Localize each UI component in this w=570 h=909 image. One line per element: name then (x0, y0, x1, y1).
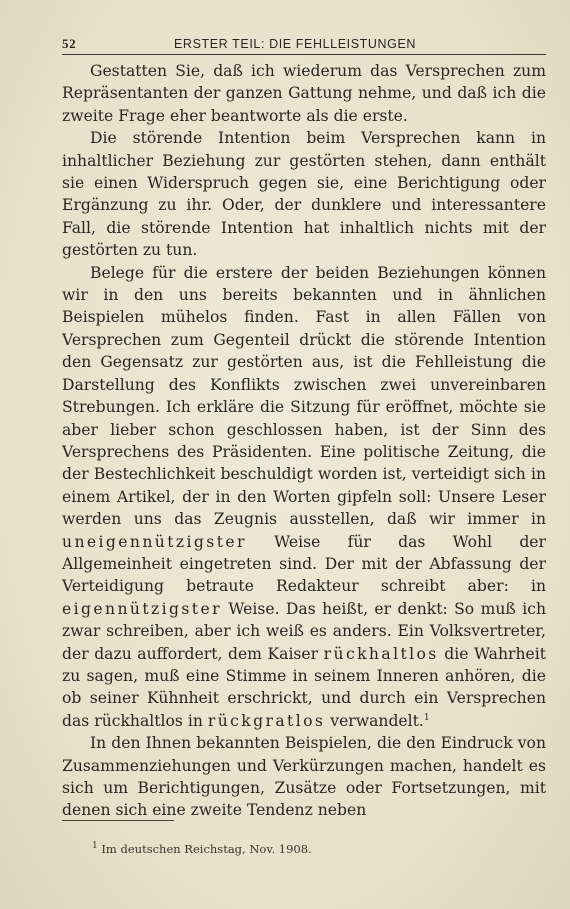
body-text (62, 60, 546, 822)
text-run: Gestatten Sie, daß ich wiederum das Versprechen zum Repräsentanten der ganzen Gattung nehme, und daß ich die zweite Frage eher beantworte als die erste. (62, 62, 546, 125)
paragraph (62, 262, 546, 733)
footnote-rule (62, 820, 174, 821)
running-title: ERSTER TEIL: DIE FEHLLEISTUNGEN (174, 37, 417, 51)
text-run: Weise. Das heißt, er denkt: So muß ich zwar schreiben, aber ich weiß es anders. Ein Volksvertreter, der dazu auffordert, dem Kaiser (62, 599, 546, 663)
text-run: Die störende Intention beim Versprechen kann in inhaltlicher Beziehung zur gestörten stehen, dann enthält sie einen Widerspruch gegen sie, eine Berichtigung oder Ergänzung zu ihr. Oder, der dunklere und interessantere Fall, die störende Intention hat inhaltlich nichts mit der gestörten zu tun. (62, 129, 546, 260)
text-run: verwandelt. (325, 711, 424, 730)
paragraph (62, 60, 546, 127)
text-run: Weise für das Wohl der Allgemeinheit eingetreten sind. Der mit der Abfassung der Verteidigung betraute Redakteur schreibt aber: in (62, 532, 546, 596)
spaced-emphasis: rückhaltlos (323, 644, 439, 663)
text-run: In den Ihnen bekannten Beispielen, die den Eindruck von Zusammenziehungen und Verkürzungen machen, handelt es sich um Berichtigungen, Zusätze oder Fortsetzungen, mit denen sich eine zweite Tendenz neben (62, 734, 546, 820)
footnote-reference: 1 (423, 712, 430, 723)
spaced-emphasis: eigennützigster (62, 599, 222, 618)
text-run: Belege für die erstere der beiden Beziehungen können wir in den uns bereits bekannten und in ähnlichen Beispielen mühelos finden. Fast in allen Fällen von Versprechen zum Gegenteil drückt die störende Intention den Gegensatz zur gestörten aus, ist die Fehlleistung die Darstellung des Konflikts zwischen zwei unvereinbaren Strebungen. Ich erkläre die Sitzung für eröffnet, möchte sie aber lieber schon geschlossen haben, ist der Sinn des Versprechens des Präsidenten. Eine politische Zeitung, die der Bestechlichkeit beschuldigt worden ist, verteidigt sich in einem Artikel, der in den Worten gipfeln soll: Unsere Leser werden uns das Zeugnis ausstellen, daß wir immer in (62, 263, 546, 529)
paragraph (62, 732, 546, 822)
page-header (62, 34, 546, 55)
spaced-emphasis: uneigennützigster (62, 532, 247, 551)
footnote-text: Im deutschen Reichstag, Nov. 1908. (101, 842, 312, 856)
page-number: 52 (62, 36, 77, 51)
text-run: die Wahrheit zu sagen, muß eine Stimme in seinem Inneren anhören, die ob seiner Kühnheit erschrickt, und durch ein Versprechen das rückhaltlos in (62, 644, 546, 730)
spaced-emphasis: rückgratlos (207, 711, 326, 730)
footnote-marker: 1 (92, 841, 98, 852)
paragraph (62, 127, 546, 261)
footnote (92, 842, 312, 856)
